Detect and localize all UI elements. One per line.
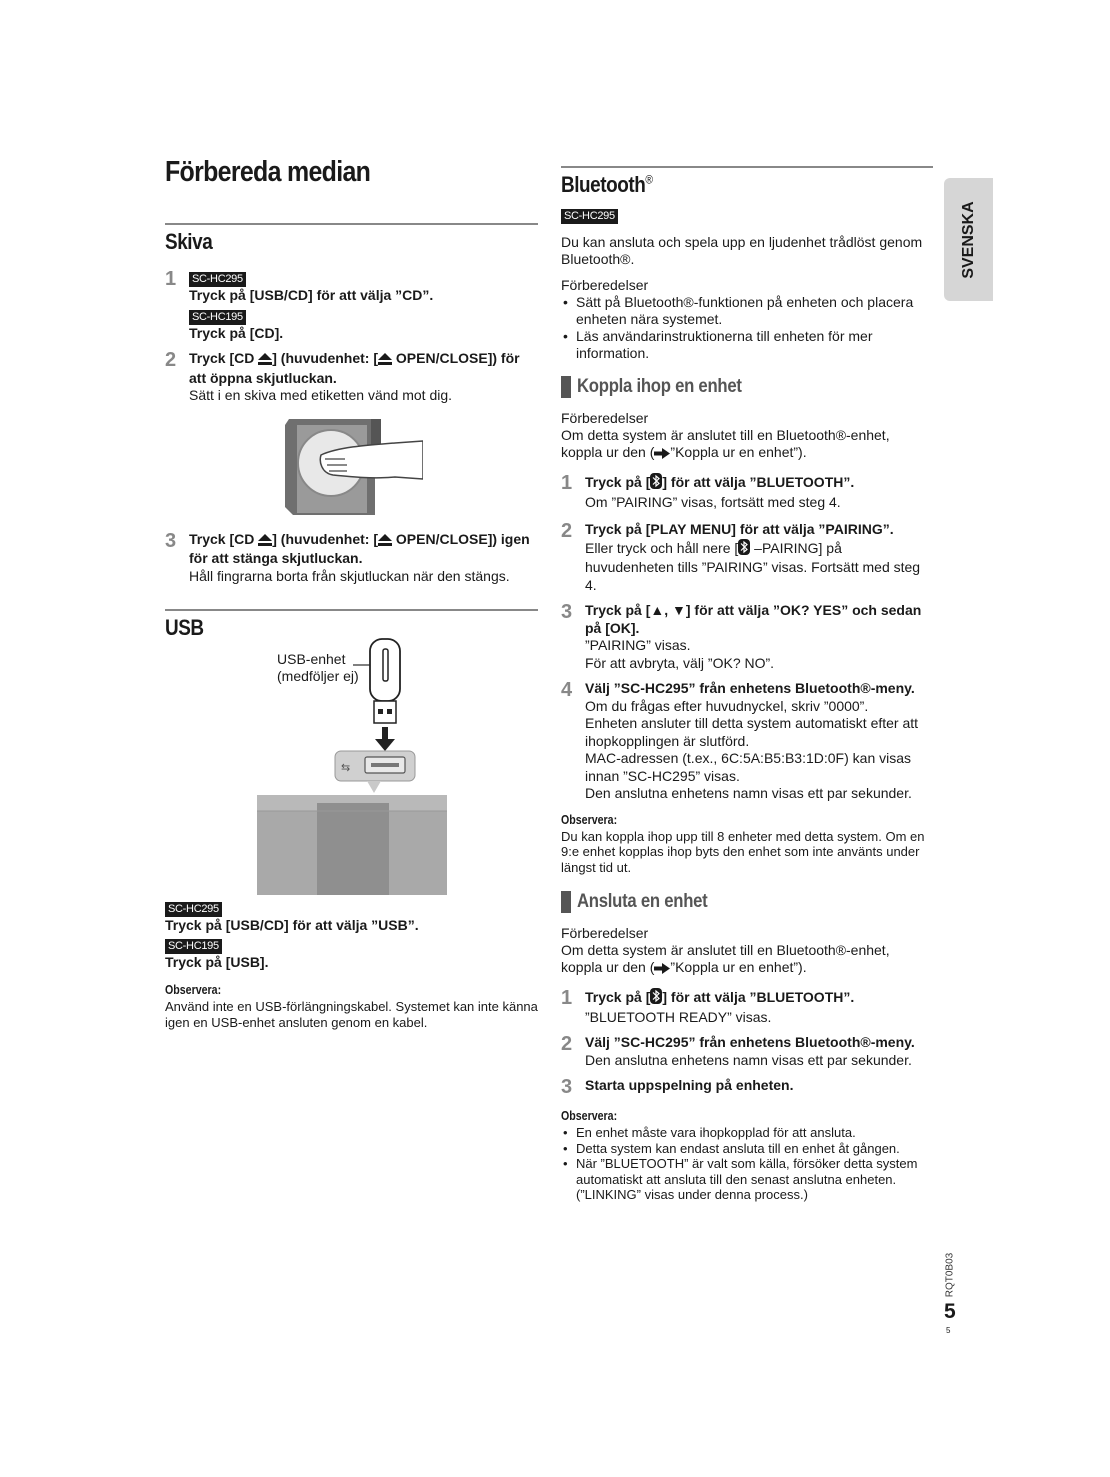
step-note: Enheten ansluter till detta system automatiskt efter att ihopkopplingen är slutförd.: [585, 715, 919, 749]
list-item: • Läs användarinstruktionerna till enheten för mer information.: [561, 328, 933, 362]
step-text: Tryck på [▲, ▼] för att välja ”OK? YES” och sedan: [585, 602, 922, 618]
right-column: [561, 166, 933, 1203]
skiva-step-1: [165, 269, 538, 342]
disc-insert-illustration: [283, 415, 538, 523]
pair-step-1: 1 Tryck på [ ] för att välja ”BLUETOOTH”. Om ”PAIRING” visas, fortsätt med steg 4.: [561, 473, 933, 511]
step-note: Den anslutna enhetens namn visas ett par sekunder.: [585, 1051, 912, 1068]
step-note: huvudenheten tills ”PAIRING” visas. Fortsätt med steg 4.: [585, 559, 921, 593]
model-badge: SC-HC195: [189, 310, 246, 325]
note-title: Observera:: [561, 1109, 618, 1123]
bluetooth-icon: [650, 473, 662, 494]
step-note: Den anslutna enhetens namn visas ett par sekunder.: [585, 785, 912, 801]
step-note: Om ”PAIRING” visas, fortsätt med steg 4.: [585, 493, 841, 510]
model-badge: SC-HC195: [165, 939, 222, 954]
pair-step-2: 2 Tryck på [PLAY MENU] för att välja ”PAIRING”. Eller tryck och håll nere [ –PAIRING] på huvudenheten tills ”PAIRING” visas. Fortsätt med steg 4.: [561, 521, 933, 594]
step-number: 2: [165, 349, 177, 371]
page-title: Förbereda median: [165, 156, 371, 188]
prep-list: [561, 294, 933, 362]
model-badge: SC-HC295: [561, 209, 618, 224]
svg-text:⇆: ⇆: [341, 761, 351, 774]
step-note: MAC-adressen (t.ex., 6C:5A:B5:B3:1D:0F) kan visas innan ”SC-HC295” visas.: [585, 750, 912, 784]
step-text: Tryck på [ ] för att välja ”BLUETOOTH”.: [585, 988, 933, 1009]
arrow-right-icon: [654, 961, 670, 978]
prep-text: koppla ur den ( ”Koppla ur en enhet”).: [561, 444, 933, 463]
step-number: 3: [165, 529, 177, 552]
eject-icon: [378, 352, 392, 370]
bluetooth-icon: [738, 539, 750, 560]
step-text: Tryck på [ ] för att välja ”BLUETOOTH”.: [585, 473, 933, 494]
connect-step-2: 2 Välj ”SC-HC295” från enhetens Bluetooth®-meny. Den anslutna enhetens namn visas ett par sekunder.: [561, 1034, 933, 1069]
step-note: ”BLUETOOTH READY” visas.: [585, 1008, 772, 1025]
prep-title: Förberedelser: [561, 925, 649, 941]
usb-step-text: Tryck på [USB].: [165, 954, 269, 970]
model-badge: SC-HC295: [165, 902, 222, 917]
step-text: Välj ”SC-HC295” från enhetens Bluetooth®-meny.: [585, 680, 915, 696]
note-title: Observera:: [561, 812, 618, 827]
prep-title: Förberedelser: [561, 410, 649, 426]
page-number: 5: [944, 1300, 956, 1323]
note-list: [561, 1125, 933, 1203]
usb-stick-icon: [255, 635, 455, 897]
eject-icon: [258, 533, 272, 551]
bluetooth-intro: Du kan ansluta och spela upp en ljudenhet trådlöst genom Bluetooth®.: [561, 234, 923, 267]
prep-text: Om detta system är anslutet till en Bluetooth®-enhet,: [561, 427, 890, 443]
list-item: • Detta system kan endast ansluta till en enhet åt gången.: [561, 1141, 933, 1157]
list-item: • Sätt på Bluetooth®-funktionen på enheten och placera enheten nära systemet.: [561, 294, 933, 328]
section-heading-usb: USB: [165, 615, 204, 640]
page-number-small: 5: [946, 1326, 951, 1335]
step-text: Tryck på [CD].: [189, 324, 284, 341]
section-heading-skiva: Skiva: [165, 229, 213, 254]
divider: [165, 223, 538, 225]
step-note: Håll fingrarna borta från skjutluckan när den stängs.: [189, 567, 510, 584]
step-text: för att stänga skjutluckan.: [189, 550, 363, 566]
prep-text: koppla ur den ( ”Koppla ur en enhet”).: [561, 959, 933, 978]
skiva-step-3: [165, 531, 538, 586]
step-note: ”PAIRING” visas.: [585, 637, 691, 653]
connect-step-1: 1 Tryck på [ ] för att välja ”BLUETOOTH”. ”BLUETOOTH READY” visas.: [561, 988, 933, 1026]
prep-title: Förberedelser: [561, 277, 649, 293]
bluetooth-icon: [650, 988, 662, 1009]
step-note: Eller tryck och håll nere [ –PAIRING] på: [585, 539, 933, 560]
note-text: Du kan koppla ihop upp till 8 enheter med detta system. Om en 9:e enhet kopplas ihop byts den enhet som inte använts under längst tid ut.: [561, 828, 925, 875]
divider: [165, 609, 538, 611]
eject-icon: [258, 352, 272, 370]
list-item: • En enhet måste vara ihopkopplad för att ansluta.: [561, 1125, 933, 1141]
pair-step-4: 4 Välj ”SC-HC295” från enhetens Bluetooth®-meny. Om du frågas efter huvudnyckel, skriv ”0000”. Enheten ansluter till detta system automatiskt efter att ihopkopplingen är slutförd. MAC-adressen (t.ex., 6C:5A:B5:B3:1D:0F) kan visas innan ”SC-HC295” visas. Den anslutna enhetens namn visas ett par sekunder.: [561, 680, 933, 803]
step-note: Om du frågas efter huvudnyckel, skriv ”0000”.: [585, 697, 869, 714]
skiva-step-2: [165, 350, 538, 405]
usb-step-text: Tryck på [USB/CD] för att välja ”USB”.: [165, 917, 419, 933]
step-note: För att avbryta, välj ”OK? NO”.: [585, 654, 775, 671]
section-heading-connect: Ansluta en enhet: [561, 891, 933, 913]
usb-illustration: [165, 635, 538, 897]
list-item: • När ”BLUETOOTH” är valt som källa, försöker detta system automatiskt att ansluta till den senast anslutna enheten. (”LINKING” visas under denna process.): [561, 1156, 933, 1203]
language-tab: SVENSKA: [944, 178, 993, 301]
section-heading-pair: Koppla ihop en enhet: [561, 376, 933, 398]
step-text: på [OK].: [585, 619, 640, 636]
eject-icon: [378, 533, 392, 551]
model-badge: SC-HC295: [189, 272, 246, 287]
section-heading-bluetooth: Bluetooth®: [561, 172, 653, 197]
prep-text: Om detta system är anslutet till en Bluetooth®-enhet,: [561, 942, 890, 958]
step-text: Tryck på [USB/CD] för att välja ”CD”.: [189, 287, 434, 303]
step-note: Sätt i en skiva med etiketten vänd mot dig.: [189, 387, 453, 403]
step-text: att öppna skjutluckan.: [189, 369, 337, 386]
arrow-right-icon: [654, 446, 670, 463]
step-text: Starta uppspelning på enheten.: [585, 1077, 794, 1093]
divider: [561, 166, 933, 168]
usb-device-label: USB-enhet (medföljer ej): [277, 651, 359, 684]
step-text: Tryck [CD ] (huvudenhet: [ OPEN/CLOSE]) för: [189, 350, 538, 370]
step-number: 1: [165, 268, 177, 290]
note-text: Använd inte en USB-förlängningskabel. Systemet kan inte känna igen en USB-enhet ansluten genom en kabel.: [165, 999, 538, 1030]
step-text: Tryck [CD ] (huvudenhet: [ OPEN/CLOSE]) igen: [189, 531, 538, 551]
document-code: RQT0B03: [944, 1252, 956, 1298]
left-column: [165, 150, 538, 1030]
pair-step-3: 3 Tryck på [▲, ▼] för att välja ”OK? YES” och sedan på [OK]. ”PAIRING” visas. För att avbryta, välj ”OK? NO”.: [561, 602, 933, 672]
step-text: Välj ”SC-HC295” från enhetens Bluetooth®-meny.: [585, 1034, 915, 1050]
connect-step-3: 3 Starta uppspelning på enheten.: [561, 1077, 933, 1097]
note-title: Observera:: [165, 983, 222, 997]
step-text: Tryck på [PLAY MENU] för att välja ”PAIRING”.: [585, 521, 894, 537]
